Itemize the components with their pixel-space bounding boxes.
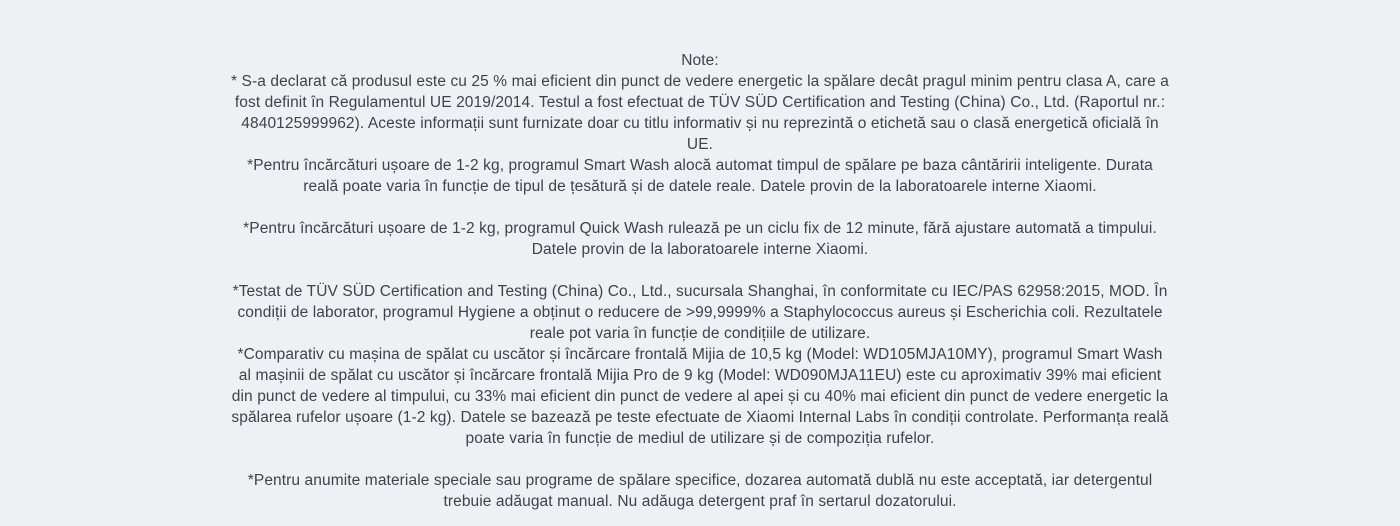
note-paragraph-energy-class-declaration: * S-a declarat că produsul este cu 25 % mai eficient din punct de vedere energetic la spălare decât pragul minim pentru clasa A, care a fost definit în Regulamentul UE 2019/2014. Testul a fost efectuat de TÜV SÜD Certification and Testing (China) Co., Ltd. (Raportul nr.: 4840125999962). Aceste informații sunt furnizate doar cu titlu informativ și nu reprezintă o etichetă sau o clasă energetică oficială în UE. [231,73,1169,153]
notes-title: Note: [681,52,719,69]
note-paragraph-detergent-dosing: *Pentru anumite materiale speciale sau programe de spălare specifice, dozarea automată dublă nu este acceptată, iar detergentul trebuie adăugat manual. Nu adăuga detergent praf în sertarul dozatorului. [247,472,1153,510]
note-paragraph-quick-wash: *Pentru încărcături ușoare de 1-2 kg, programul Quick Wash rulează pe un ciclu fix de 12 minute, fără ajustare automată a timpului. Datele provin de la laboratoarele interne Xiaomi. [243,220,1157,258]
note-paragraph-hygiene-test: *Testat de TÜV SÜD Certification and Testing (China) Co., Ltd., sucursala Shanghai, în conformitate cu IEC/PAS 62958:2015, MOD. În condiții de laborator, programul Hygiene a obținut o reducere de >99,9999% a Staphylococcus aureus și Escherichia coli. Rezultatele reale pot varia în funcție de condițiile de utilizare. [232,283,1168,342]
notes-section [230,0,1170,512]
note-paragraph-model-comparison: *Comparativ cu mașina de spălat cu uscător și încărcare frontală Mijia de 10,5 kg (Model: WD105MJA10MY), programul Smart Wash al mașinii de spălat cu uscător și încărcare frontală Mijia Pro de 9 kg (Model: WD090MJA11EU) este cu aproximativ 39% mai eficient din punct de vedere al timpului, cu 33% mai eficient din punct de vedere al apei și cu 40% mai eficient din punct de vedere energetic la spălarea rufelor ușoare (1-2 kg). Datele se bazează pe teste efectuate de Xiaomi Internal Labs în condiții controlate. Performanța reală poate varia în funcție de mediul de utilizare și de compoziția rufelor. [231,346,1169,447]
note-paragraph-smart-wash: *Pentru încărcături ușoare de 1-2 kg, programul Smart Wash alocă automat timpul de spălare pe baza cântăririi inteligente. Durata reală poate varia în funcție de tipul de țesătură și de datele reale. Datele provin de la laboratoarele interne Xiaomi. [247,157,1153,195]
